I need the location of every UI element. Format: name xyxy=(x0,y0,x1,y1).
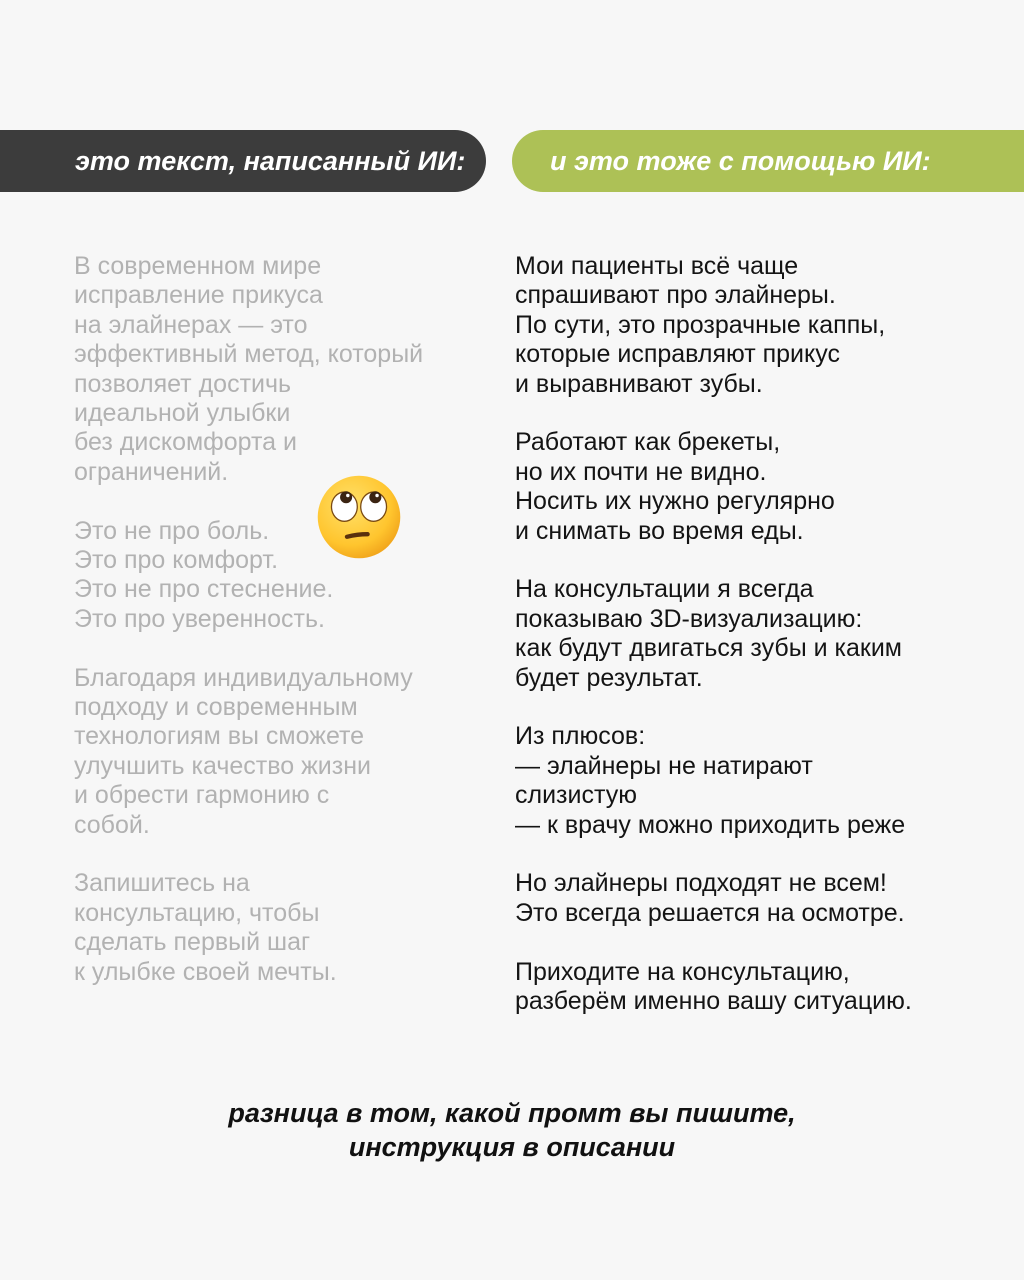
prompted-ai-paragraph xyxy=(515,575,1015,693)
prompted-ai-text-line: Но элайнеры подходят не всем! xyxy=(515,869,887,898)
generic-ai-text-line: ограничений. xyxy=(74,457,229,486)
prompted-ai-paragraph xyxy=(515,722,1015,840)
generic-ai-text-line: Запишитесь на xyxy=(74,869,250,898)
ai-also-label xyxy=(512,130,1024,192)
prompted-ai-text-line: которые исправляют прикус xyxy=(515,340,840,369)
generic-ai-text-line: Это не про боль. xyxy=(74,516,270,545)
generic-ai-text-line: исправление прикуса xyxy=(74,281,323,310)
prompted-ai-text-line: и выравнивают зубы. xyxy=(515,369,763,398)
generic-ai-text-line: на элайнерах — это xyxy=(74,310,308,339)
footer-line-1: разница в том, какой промт вы пишите, xyxy=(228,1098,796,1128)
generic-ai-text-line: технологиям вы сможете xyxy=(74,722,365,751)
generic-ai-paragraph xyxy=(74,869,494,987)
prompted-ai-text-line: На консультации я всегда xyxy=(515,575,814,604)
generic-ai-text-line: Благодаря индивидуальному xyxy=(74,663,413,692)
prompted-ai-text-line: разберём именно вашу ситуацию. xyxy=(515,987,912,1016)
prompted-ai-text-line: будет результат. xyxy=(515,663,703,692)
prompted-ai-text-line: Носить их нужно регулярно xyxy=(515,487,835,516)
generic-ai-text-line: Это про уверенность. xyxy=(74,604,325,633)
generic-ai-text-line: к улыбке своей мечты. xyxy=(74,957,337,986)
prompted-ai-paragraph xyxy=(515,428,1015,546)
generic-ai-text-line: консультацию, чтобы xyxy=(74,898,320,927)
generic-ai-paragraph xyxy=(74,664,494,840)
generic-ai-paragraph xyxy=(74,517,494,635)
ai-also-label-text: и это тоже с помощью ИИ: xyxy=(550,145,931,176)
ai-text-label xyxy=(0,130,486,192)
generic-ai-text-line: сделать первый шаг xyxy=(74,928,311,957)
prompted-ai-paragraph xyxy=(515,252,1015,399)
generic-ai-text-line: без дискомфорта и xyxy=(74,428,297,457)
prompted-ai-text-line: показываю 3D-визуализацию: xyxy=(515,604,863,633)
footer-line-2: инструкция в описании xyxy=(348,1132,676,1162)
prompted-ai-text-line: Из плюсов: xyxy=(515,722,646,751)
prompted-ai-text-line: — элайнеры не натирают xyxy=(515,751,813,780)
generic-ai-paragraph xyxy=(74,252,494,487)
generic-ai-text-line: собой. xyxy=(74,810,150,839)
generic-ai-text-line: подходу и современным xyxy=(74,693,358,722)
prompted-ai-paragraph xyxy=(515,958,1015,1017)
footer-caption xyxy=(0,1096,1024,1164)
prompted-ai-text-line: По сути, это прозрачные каппы, xyxy=(515,310,886,339)
prompted-ai-text-line: слизистую xyxy=(515,781,637,810)
prompted-ai-paragraph xyxy=(515,869,1015,928)
generic-ai-text-line: В современном мире xyxy=(74,252,322,280)
prompted-ai-text-line: и снимать во время еды. xyxy=(515,516,804,545)
eye-roll-emoji-icon xyxy=(316,474,402,560)
prompted-ai-text-line: — к врачу можно приходить реже xyxy=(515,810,906,839)
generic-ai-text-column xyxy=(74,252,494,1017)
generic-ai-text-line: Это не про стеснение. xyxy=(74,575,334,604)
generic-ai-text-line: улучшить качество жизни xyxy=(74,751,371,780)
prompted-ai-text-line: спрашивают про элайнеры. xyxy=(515,281,836,310)
prompted-ai-text-line: Это всегда решается на осмотре. xyxy=(515,898,905,927)
prompted-ai-text-line: но их почти не видно. xyxy=(515,457,767,486)
ai-text-label-text: это текст, написанный ИИ: xyxy=(75,145,466,176)
prompted-ai-text-line: как будут двигаться зубы и каким xyxy=(515,634,902,663)
prompted-ai-text-line: Мои пациенты всё чаще xyxy=(515,252,799,280)
generic-ai-text-line: Это про комфорт. xyxy=(74,546,279,575)
generic-ai-text-line: эффективный метод, который xyxy=(74,340,424,369)
prompted-ai-text-line: Приходите на консультацию, xyxy=(515,957,850,986)
generic-ai-text-line: и обрести гармонию с xyxy=(74,781,330,810)
generic-ai-text-line: идеальной улыбки xyxy=(74,399,291,428)
generic-ai-text-line: позволяет достичь xyxy=(74,369,292,398)
prompted-ai-text-column xyxy=(515,252,1015,1046)
prompted-ai-text-line: Работают как брекеты, xyxy=(515,428,781,457)
